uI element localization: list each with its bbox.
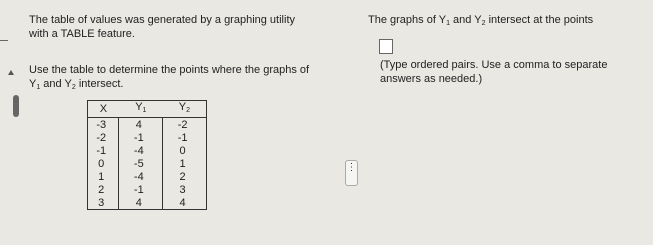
- values-table: [87, 100, 207, 210]
- spacer: [29, 41, 345, 63]
- answer-panel: [368, 13, 644, 31]
- y1-header-label: Y: [135, 101, 143, 113]
- x-header-label: X: [99, 103, 108, 115]
- y1-label: Y: [29, 78, 37, 90]
- answer-prompt-start: The graphs of: [368, 14, 439, 26]
- instruction-line-1: (Type ordered pairs. Use a comma to separate: [380, 59, 608, 71]
- answer-instruction: [380, 58, 648, 86]
- answer-prompt: [368, 13, 644, 31]
- y2-label: Y: [64, 78, 72, 90]
- y2-cell: 3: [179, 183, 186, 196]
- x-header: [88, 101, 119, 118]
- gutter-marker: [0, 40, 8, 41]
- y1-cell: -4: [119, 144, 163, 157]
- table-row: [88, 196, 207, 210]
- prompt-line-1: Use the table to determine the points where the graphs of: [29, 64, 310, 76]
- scroll-up-icon[interactable]: [8, 70, 14, 75]
- y2-cell: -2: [177, 118, 188, 131]
- y1-subscript: 1: [36, 84, 41, 91]
- y1-cell: 4: [119, 196, 163, 210]
- table-row: [88, 170, 207, 183]
- y1-header: [119, 101, 163, 118]
- table-row: [88, 157, 207, 170]
- y2-header-subscript: 2: [186, 107, 190, 114]
- answer-y2-label: Y: [474, 14, 482, 26]
- answer-y2-subscript: 2: [481, 20, 486, 27]
- panel-divider: [345, 0, 346, 245]
- x-cell: 1: [88, 170, 119, 183]
- answer-y1-subscript: 1: [446, 20, 450, 27]
- x-cell: 0: [88, 157, 119, 170]
- y1-cell: -1: [119, 131, 163, 144]
- y1-cell: 4: [119, 118, 163, 132]
- y2-cell: 4: [179, 196, 186, 209]
- table-row: [88, 131, 207, 144]
- question-left-panel: [29, 13, 345, 95]
- x-cell: 2: [88, 183, 119, 196]
- prompt-connector: and: [40, 78, 65, 90]
- instruction-line-2: answers as needed.): [380, 73, 483, 85]
- y2-subscript: 2: [71, 84, 76, 91]
- y1-cell: -4: [119, 170, 163, 183]
- y2-cell: -1: [177, 131, 188, 144]
- table-row: [88, 118, 207, 132]
- x-cell: -1: [88, 144, 119, 157]
- y1-header-subscript: 1: [142, 107, 147, 114]
- x-cell: -3: [88, 118, 119, 132]
- answer-input-box[interactable]: [379, 39, 393, 54]
- table-row: [88, 183, 207, 196]
- question-text-line-2: with a TABLE feature.: [29, 28, 135, 40]
- prompt-ending: intersect.: [75, 78, 124, 90]
- table-row: [88, 144, 207, 157]
- scroll-thumb[interactable]: [13, 95, 19, 117]
- prompt-line-2: [29, 77, 345, 95]
- answer-y1-label: Y: [438, 14, 447, 26]
- y2-cell: 0: [179, 144, 186, 157]
- answer-prompt-end: intersect at the points: [485, 14, 594, 26]
- y2-cell: 2: [179, 170, 186, 183]
- x-cell: 3: [88, 196, 119, 210]
- y2-cell: 1: [179, 157, 186, 170]
- answer-prompt-connector: and: [449, 14, 475, 26]
- table-header-row: [88, 101, 207, 118]
- y2-header: [163, 101, 207, 118]
- x-cell: -2: [88, 131, 119, 144]
- y1-cell: -5: [119, 157, 163, 170]
- more-options-button[interactable]: ⋮: [345, 160, 358, 186]
- question-text-line-1: The table of values was generated by a graphing utility: [29, 14, 295, 26]
- y1-cell: -1: [119, 183, 163, 196]
- y2-header-label: Y: [178, 101, 187, 113]
